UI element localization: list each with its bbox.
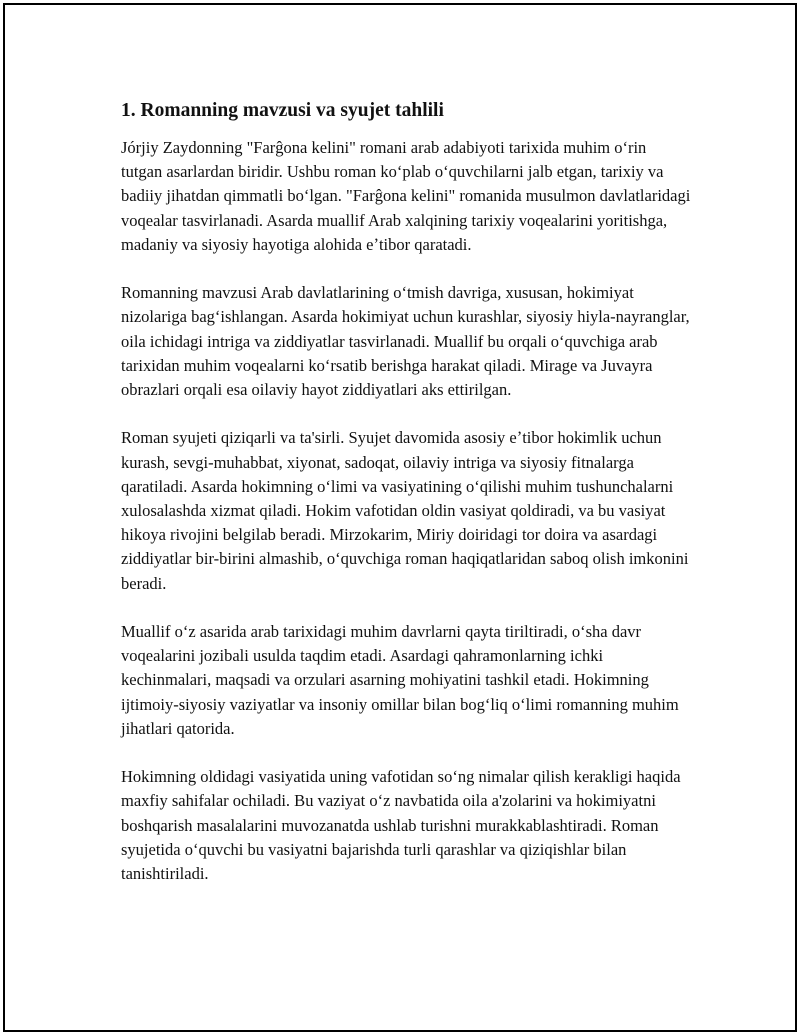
paragraph-4: Muallif oʻz asarida arab tarixidagi muhim davrlarni qayta tiriltiradi, oʻsha davr voqealarini jozibali usulda taqdim etadi. Asardagi qahramonlarning ichki kechinmalari, maqsadi va orzulari asarning mohiyatini tashkil etadi. Hokimning ijtimoiy-siyosiy vaziyatlar va insoniy omillar bilan bogʻliq oʻlimi romanning muhim jihatlari qatorida. [121,622,679,738]
page-frame [3,3,797,1032]
document-body [121,98,691,910]
paragraph-2: Romanning mavzusi Arab davlatlarining oʻtmish davriga, xususan, hokimiyat nizolariga bagʻishlangan. Asarda hokimiyat uchun kurashlar, siyosiy hiyla-nayranglar, oila ichidagi intriga va ziddiyatlar tasvirlanadi. Muallif bu orqali oʻquvchiga arab tarixidan muhim voqealarni koʻrsatib berishga harakat qiladi. Mirage va Juvayra obrazlari orqali esa oilaviy hayot ziddiyatlari aks ettirilgan. [121,283,690,400]
paragraph-3: Roman syujeti qiziqarli va ta'sirli. Syujet davomida asosiy eʼtibor hokimlik uchun kurash, sevgi-muhabbat, xiyonat, sadoqat, oilaviy intriga va siyosiy fitnalarga qaratiladi. Asarda hokimning oʻlimi va vasiyatining oʻqilishi muhim tushunchalarni xulosalashda xizmat qiladi. Hokim vafotidan oldin vasiyat qoldiradi, va bu vasiyat hikoya rivojini belgilab beradi. Mirzokarim, Miriy doiridagi tor doira va asardagi ziddiyatlar bir-birini almashib, oʻquvchiga roman haqiqatlaridan saboq olish imkonini beradi. [121,428,689,593]
paragraph-5: Hokimning oldidagi vasiyatida uning vafotidan soʻng nimalar qilish kerakligi haqida maxfiy sahifalar ochiladi. Bu vaziyat oʻz navbatida oila a'zolarini va hokimiyatni boshqarish masalalarini muvozanatda ushlab turishni murakkablashtiradi. Roman syujetida oʻquvchi bu vasiyatni bajarishda turli qarashlar va qiziqishlar bilan tanishtiriladi. [121,767,681,884]
section-title: 1. Romanning mavzusi va syujet tahlili [121,100,444,121]
paragraph-1: Jórjiy Zaydonning "Farĝona kelini" romani arab adabiyoti tarixida muhim oʻrin tutgan asarlardan biridir. Ushbu roman koʻplab oʻquvchilarni jalb etgan, tarixiy va badiiy jihatdan qimmatli boʻlgan. "Farĝona kelini" romanida musulmon davlatlaridagi voqealar tasvirlanadi. Asarda muallif Arab xalqining tarixiy voqealarini yoritishga, madaniy va siyosiy hayotiga alohida eʼtibor qaratadi. [121,138,691,254]
